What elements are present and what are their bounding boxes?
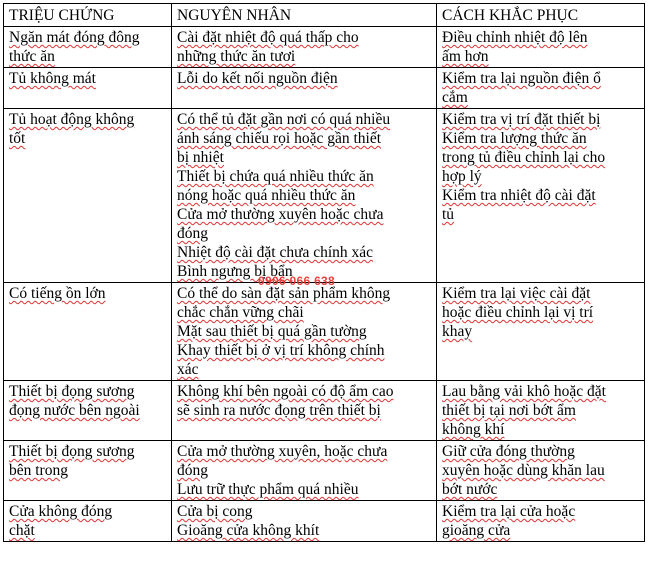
cell-line: cắm: [442, 89, 468, 106]
header-cause: NGUYÊN NHÂN: [172, 4, 437, 27]
cell-line: chặt: [9, 522, 35, 539]
cause-cell: [172, 283, 437, 381]
cell-line: chắc chắn vững chãi: [177, 304, 304, 321]
cell-line: không khí: [442, 421, 505, 438]
cell-line: Thiết bị đọng sương: [9, 383, 135, 400]
fix-cell: [437, 68, 645, 109]
cell-line: Mặt sau thiết bị quá gần tường: [177, 323, 367, 340]
table-row: [4, 68, 645, 109]
cell-line: Không khí bên ngoài có độ ẩm cao: [177, 383, 394, 400]
cell-line: trong tủ điều chỉnh lại cho: [442, 149, 606, 166]
cause-cell: [172, 501, 437, 542]
cell-line: Thiết bị đọng sương: [9, 443, 135, 460]
cell-line: Tủ không mát: [9, 70, 96, 87]
cell-line: Có thể tủ đặt gần nơi có quá nhiều: [177, 111, 391, 128]
cell-line: Điều chỉnh nhiệt độ lên: [442, 29, 588, 46]
cell-line: xuyên hoặc dùng khăn lau: [442, 462, 605, 479]
fix-cell: [437, 381, 645, 441]
cause-cell: [172, 27, 437, 68]
cell-line: tốt: [9, 130, 26, 147]
fix-cell: [437, 501, 645, 542]
cell-line: đọng nước bên ngoài: [9, 402, 140, 419]
cell-line: gioăng cửa: [442, 522, 511, 539]
cell-line: ấm hơn: [442, 48, 489, 65]
cell-line: đóng: [177, 225, 208, 242]
symptom-cell: [4, 381, 172, 441]
table-row: [4, 283, 645, 381]
cell-line: tủ: [442, 206, 455, 223]
cell-line: Có thể do sàn đặt sản phẩm không: [177, 285, 391, 302]
cell-line: sẽ sinh ra nước đọng trên thiết bị: [177, 402, 381, 419]
cell-line: Kiểm tra nhiệt độ cài đặt: [442, 187, 596, 204]
fix-cell: [437, 109, 645, 283]
cell-line: Kiểm tra lại nguồn điện ổ: [442, 70, 601, 87]
symptom-cell: [4, 283, 172, 381]
cell-line: Kiểm tra lại cửa hoặc: [442, 503, 576, 520]
table-body: [4, 27, 645, 542]
cell-line: Khay thiết bị ở vị trí không chính: [177, 342, 385, 359]
symptom-cell: [4, 441, 172, 501]
header-fix: CÁCH KHẮC PHỤC: [437, 4, 645, 27]
cell-line: Lau bằng vải khô hoặc đặt: [442, 383, 606, 400]
cell-line: Bình ngưng bị bẩn: [177, 263, 293, 280]
cell-line: hoặc điều chỉnh lại vị trí: [442, 304, 594, 321]
fix-cell: [437, 283, 645, 381]
table-row: [4, 501, 645, 542]
cause-cell: [172, 68, 437, 109]
cell-line: Thiết bị chứa quá nhiều thức ăn: [177, 168, 374, 185]
cell-line: bị nhiệt: [177, 149, 224, 166]
fix-cell: [437, 441, 645, 501]
cell-line: bớt nước: [442, 481, 498, 498]
cell-line: Lưu trữ thực phẩm quá nhiều: [177, 481, 359, 498]
table-row: [4, 27, 645, 68]
cell-line: Cửa bị cong: [177, 503, 253, 520]
symptom-cell: [4, 27, 172, 68]
cell-line: Kiểm tra lượng thức ăn: [442, 130, 587, 147]
cell-line: Lỗi do kết nối nguồn điện: [177, 70, 338, 87]
symptom-cell: [4, 109, 172, 283]
cell-line: Ngăn mát đóng đông: [9, 29, 140, 46]
cell-line: Cửa mở thường xuyên, hoặc chưa: [177, 443, 388, 460]
cell-line: ánh sáng chiếu rọi hoặc gần thiết: [177, 130, 382, 147]
cell-line: Tủ hoạt động không: [9, 111, 135, 128]
symptom-cell: [4, 68, 172, 109]
table-row: [4, 381, 645, 441]
cell-line: xác: [177, 361, 199, 378]
cell-line: Cửa mở thường xuyên hoặc chưa: [177, 206, 384, 223]
fix-cell: [437, 27, 645, 68]
cell-line: đóng: [177, 462, 208, 479]
cell-line: Cửa không đóng: [9, 503, 113, 520]
cell-line: Có tiếng ồn lớn: [9, 285, 106, 302]
table-row: [4, 109, 645, 283]
cell-line: bên trong: [9, 462, 68, 479]
cause-cell: [172, 441, 437, 501]
cause-cell: [172, 381, 437, 441]
cell-line: Kiểm tra vị trí đặt thiết bị: [442, 111, 601, 128]
cell-line: Gioăng cửa không khít: [177, 522, 320, 539]
cell-line: thức ăn: [9, 48, 55, 65]
cell-line: Kiểm tra lại việc cài đặt: [442, 285, 591, 302]
cell-line: nóng hoặc quá nhiều thức ăn: [177, 187, 356, 204]
symptom-cell: [4, 501, 172, 542]
phone-watermark: 0906 066 638: [258, 274, 336, 288]
table-row: [4, 441, 645, 501]
header-symptom: TRIỆU CHỨNG: [4, 4, 172, 27]
cause-cell: [172, 109, 437, 283]
cell-line: khay: [442, 323, 473, 340]
cell-line: những thức ăn tươi: [177, 48, 296, 65]
header-row: [4, 4, 645, 27]
cell-line: Nhiệt độ cài đặt chưa chính xác: [177, 244, 374, 261]
cell-line: hợp lý: [442, 168, 482, 185]
cell-line: thiết bị tại nơi bớt ẩm: [442, 402, 576, 419]
cell-line: Cài đặt nhiệt độ quá thấp cho: [177, 29, 359, 46]
cell-line: Giữ cửa đóng thường: [442, 443, 575, 460]
troubleshooting-table: [3, 3, 645, 542]
